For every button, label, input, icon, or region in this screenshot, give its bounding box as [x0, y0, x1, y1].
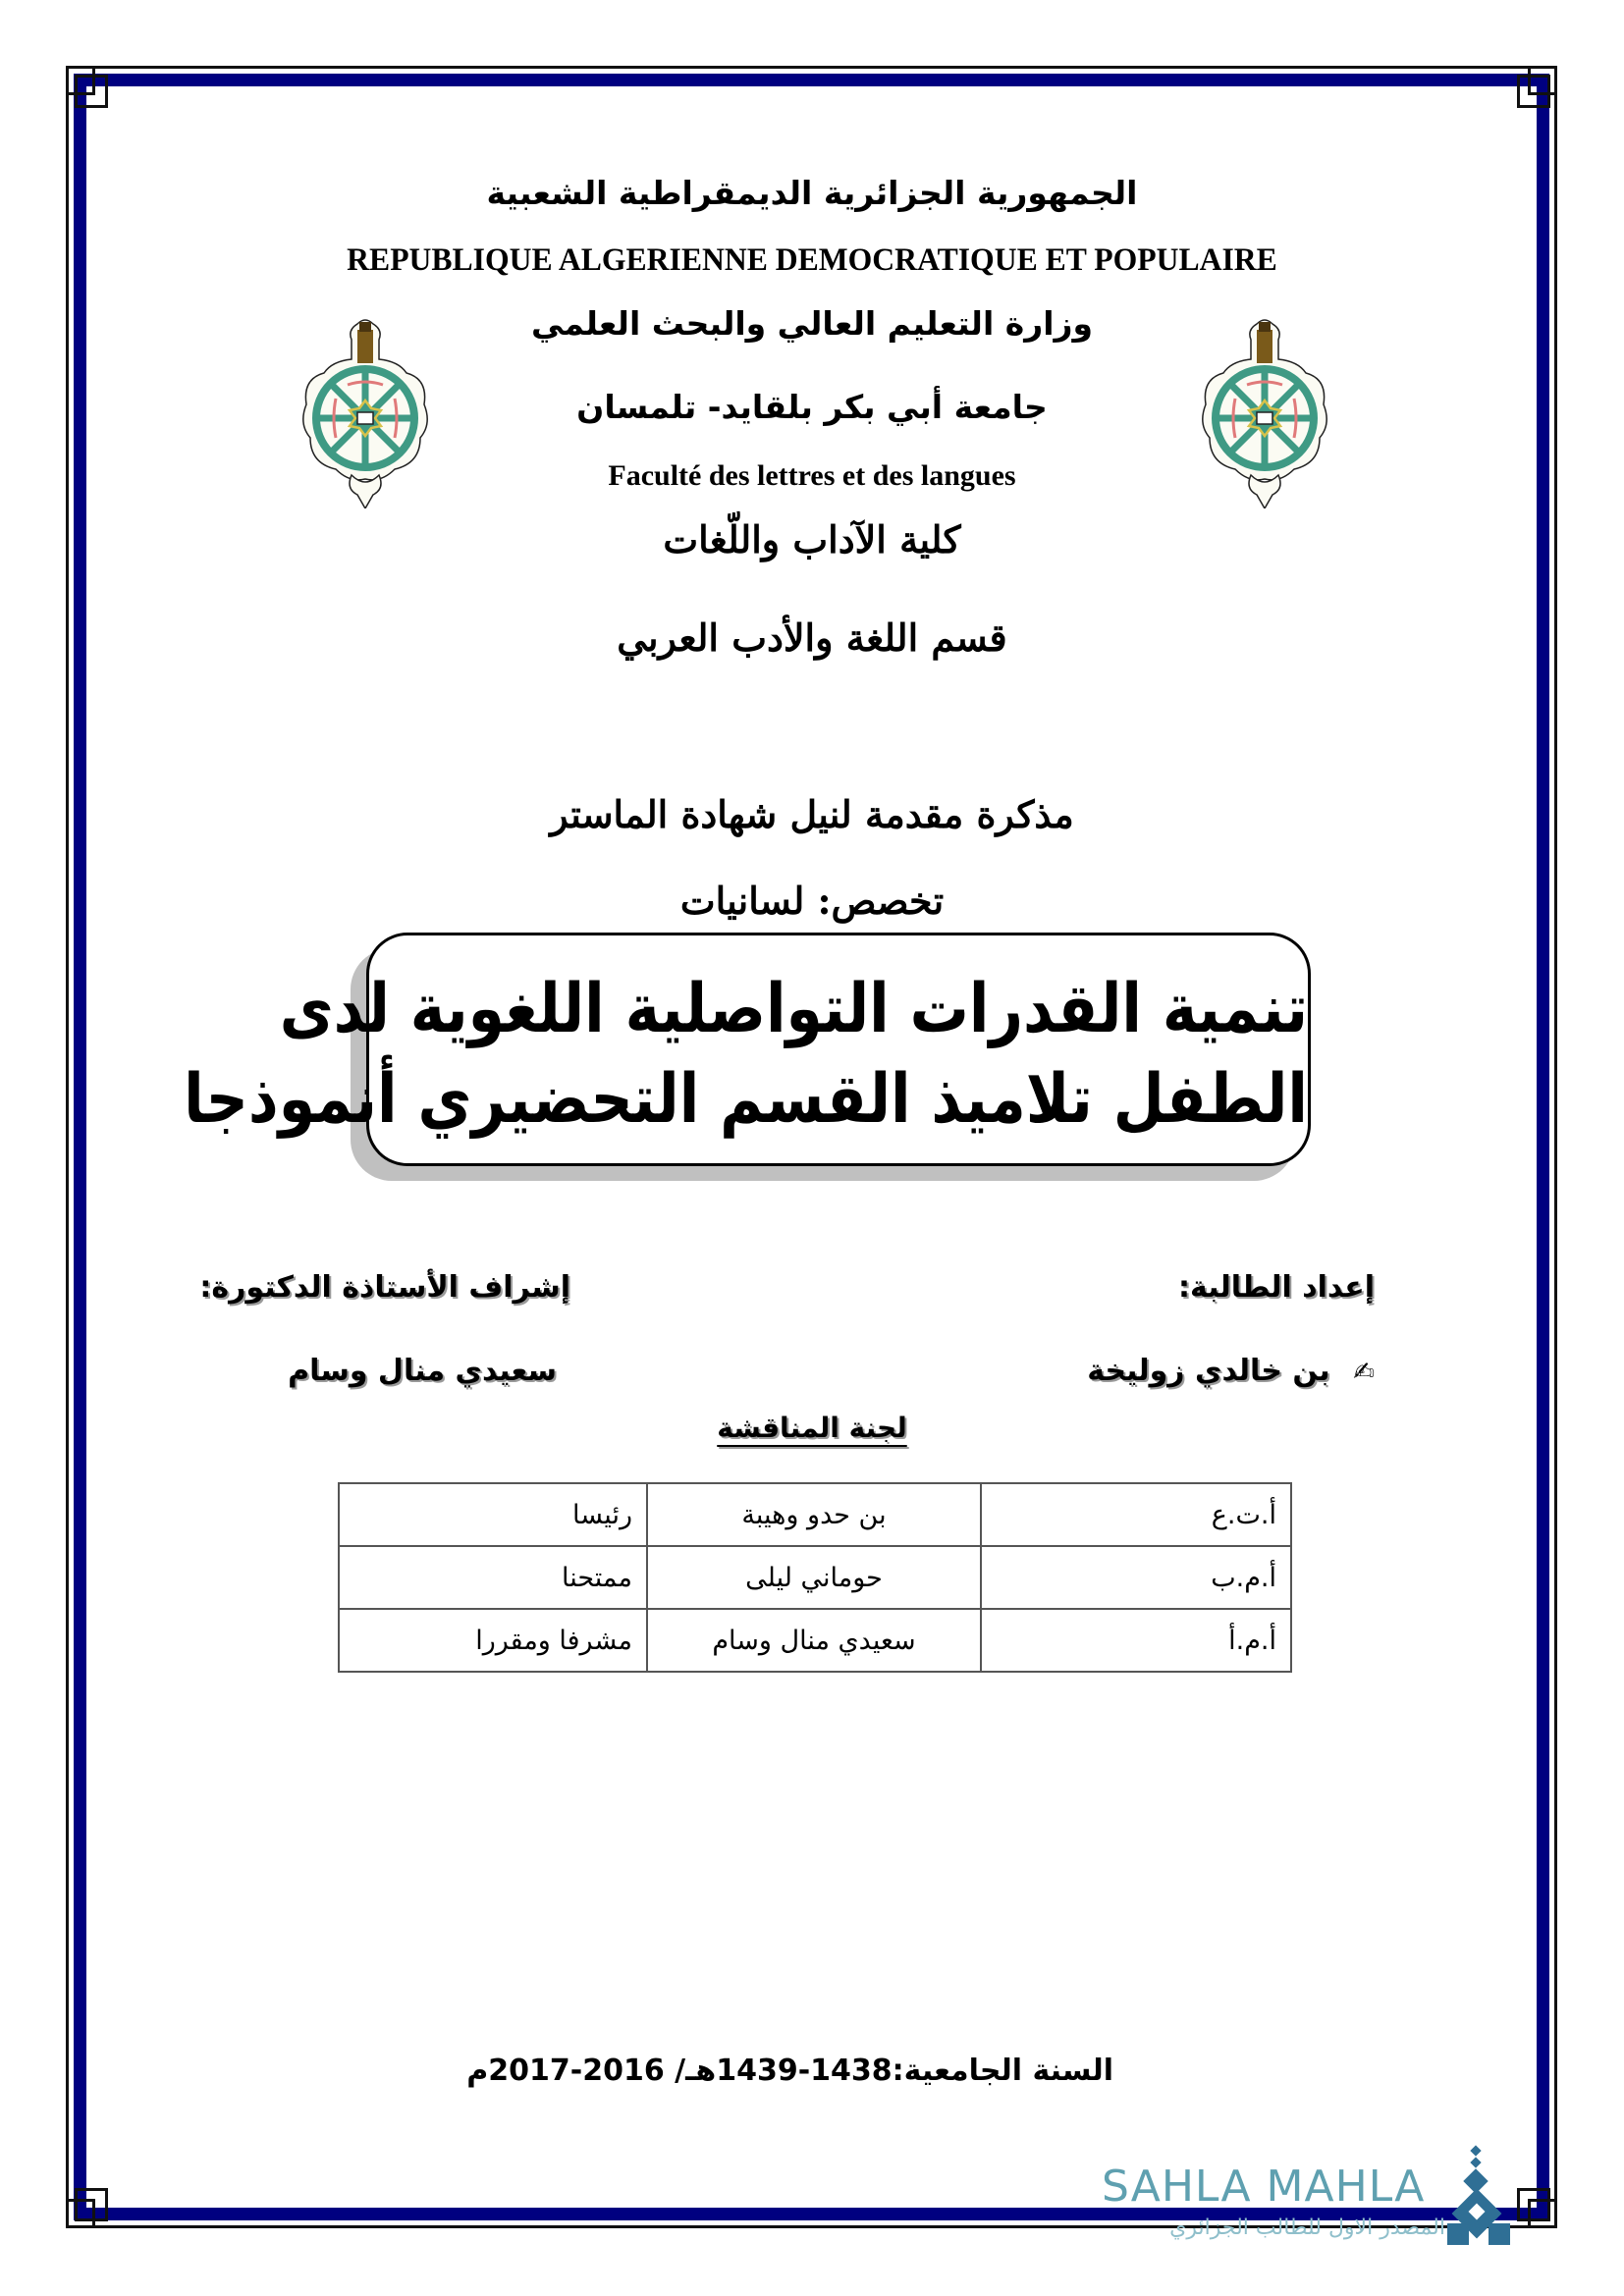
corner-ornament-top-left-inner: [75, 75, 108, 108]
committee-table: [338, 1482, 1292, 1673]
committee-rank: أ.م.ب: [981, 1546, 1291, 1609]
university-emblem-icon: [297, 316, 434, 508]
table-row: [339, 1483, 1291, 1546]
specialty: تخصص: لسانيات: [679, 879, 945, 923]
university-arabic: جامعة أبي بكر بلقايد- تلمسان: [576, 388, 1048, 426]
table-row: [339, 1609, 1291, 1672]
sahla-mahla-watermark: [1090, 2145, 1522, 2253]
committee-role: رئيسا: [339, 1483, 647, 1546]
ministry-arabic: وزارة التعليم العالي والبحث العلمي: [530, 304, 1094, 343]
student-entry: [1087, 1350, 1375, 1394]
faculty-arabic: كلية الآداب واللّغات: [663, 517, 961, 561]
committee-rank: أ.م.أ: [981, 1609, 1291, 1672]
table-row: [339, 1546, 1291, 1609]
department-arabic: قسم اللغة والأدب العربي: [617, 615, 1007, 660]
thesis-title-box: [184, 933, 1311, 1166]
faculty-french: Faculté des lettres et des langues: [608, 459, 1016, 492]
student-label: إعداد الطالبة:: [1178, 1270, 1375, 1305]
writing-hand-icon: ✍: [1353, 1358, 1375, 1387]
republic-french: REPUBLIQUE ALGERIENNE DEMOCRATIQUE ET POPULAIRE: [347, 242, 1277, 278]
committee-role: مشرفا ومقررا: [339, 1609, 647, 1672]
supervisor-label: إشراف الأستاذة الدكتورة:: [199, 1270, 570, 1305]
degree-statement: مذكرة مقدمة لنيل شهادة الماستر: [550, 792, 1074, 836]
watermark-brand: SAHLA MAHLA: [1102, 2162, 1426, 2212]
committee-member-name: بن حدو وهيبة: [647, 1483, 981, 1546]
committee-rank: أ.ت.ع: [981, 1483, 1291, 1546]
university-emblem-icon: [1196, 316, 1333, 508]
academic-year: السنة الجامعية:1438-1439هـ/ 2016-2017م: [466, 2054, 1113, 2088]
sahla-mahla-logo-icon: [1445, 2145, 1514, 2251]
committee-role: ممتحنا: [339, 1546, 647, 1609]
committee-member-name: حوماني ليلى: [647, 1546, 981, 1609]
student-name: بن خالدي زوليخة: [1087, 1354, 1330, 1388]
corner-ornament-top-right-inner: [1517, 75, 1550, 108]
corner-ornament-bottom-left-inner: [75, 2188, 108, 2221]
committee-heading: لجنة المناقشة: [717, 1412, 907, 1444]
supervisor-name: سعيدي منال وسام: [288, 1354, 557, 1388]
corner-ornament-bottom-right-inner: [1517, 2188, 1550, 2221]
committee-heading-wrap: [0, 1407, 1624, 1450]
thesis-title-line-1: تنمية القدرات التواصلية اللغوية لدى: [279, 969, 1308, 1049]
republic-arabic: الجمهورية الجزائرية الديمقراطية الشعبية: [486, 174, 1138, 212]
thesis-title-line-2: الطفل تلاميذ القسم التحضيري أنموذجا: [184, 1059, 1308, 1140]
watermark-tagline: المصدر الاول للطالب الجزائري: [1169, 2216, 1445, 2240]
committee-member-name: سعيدي منال وسام: [647, 1609, 981, 1672]
